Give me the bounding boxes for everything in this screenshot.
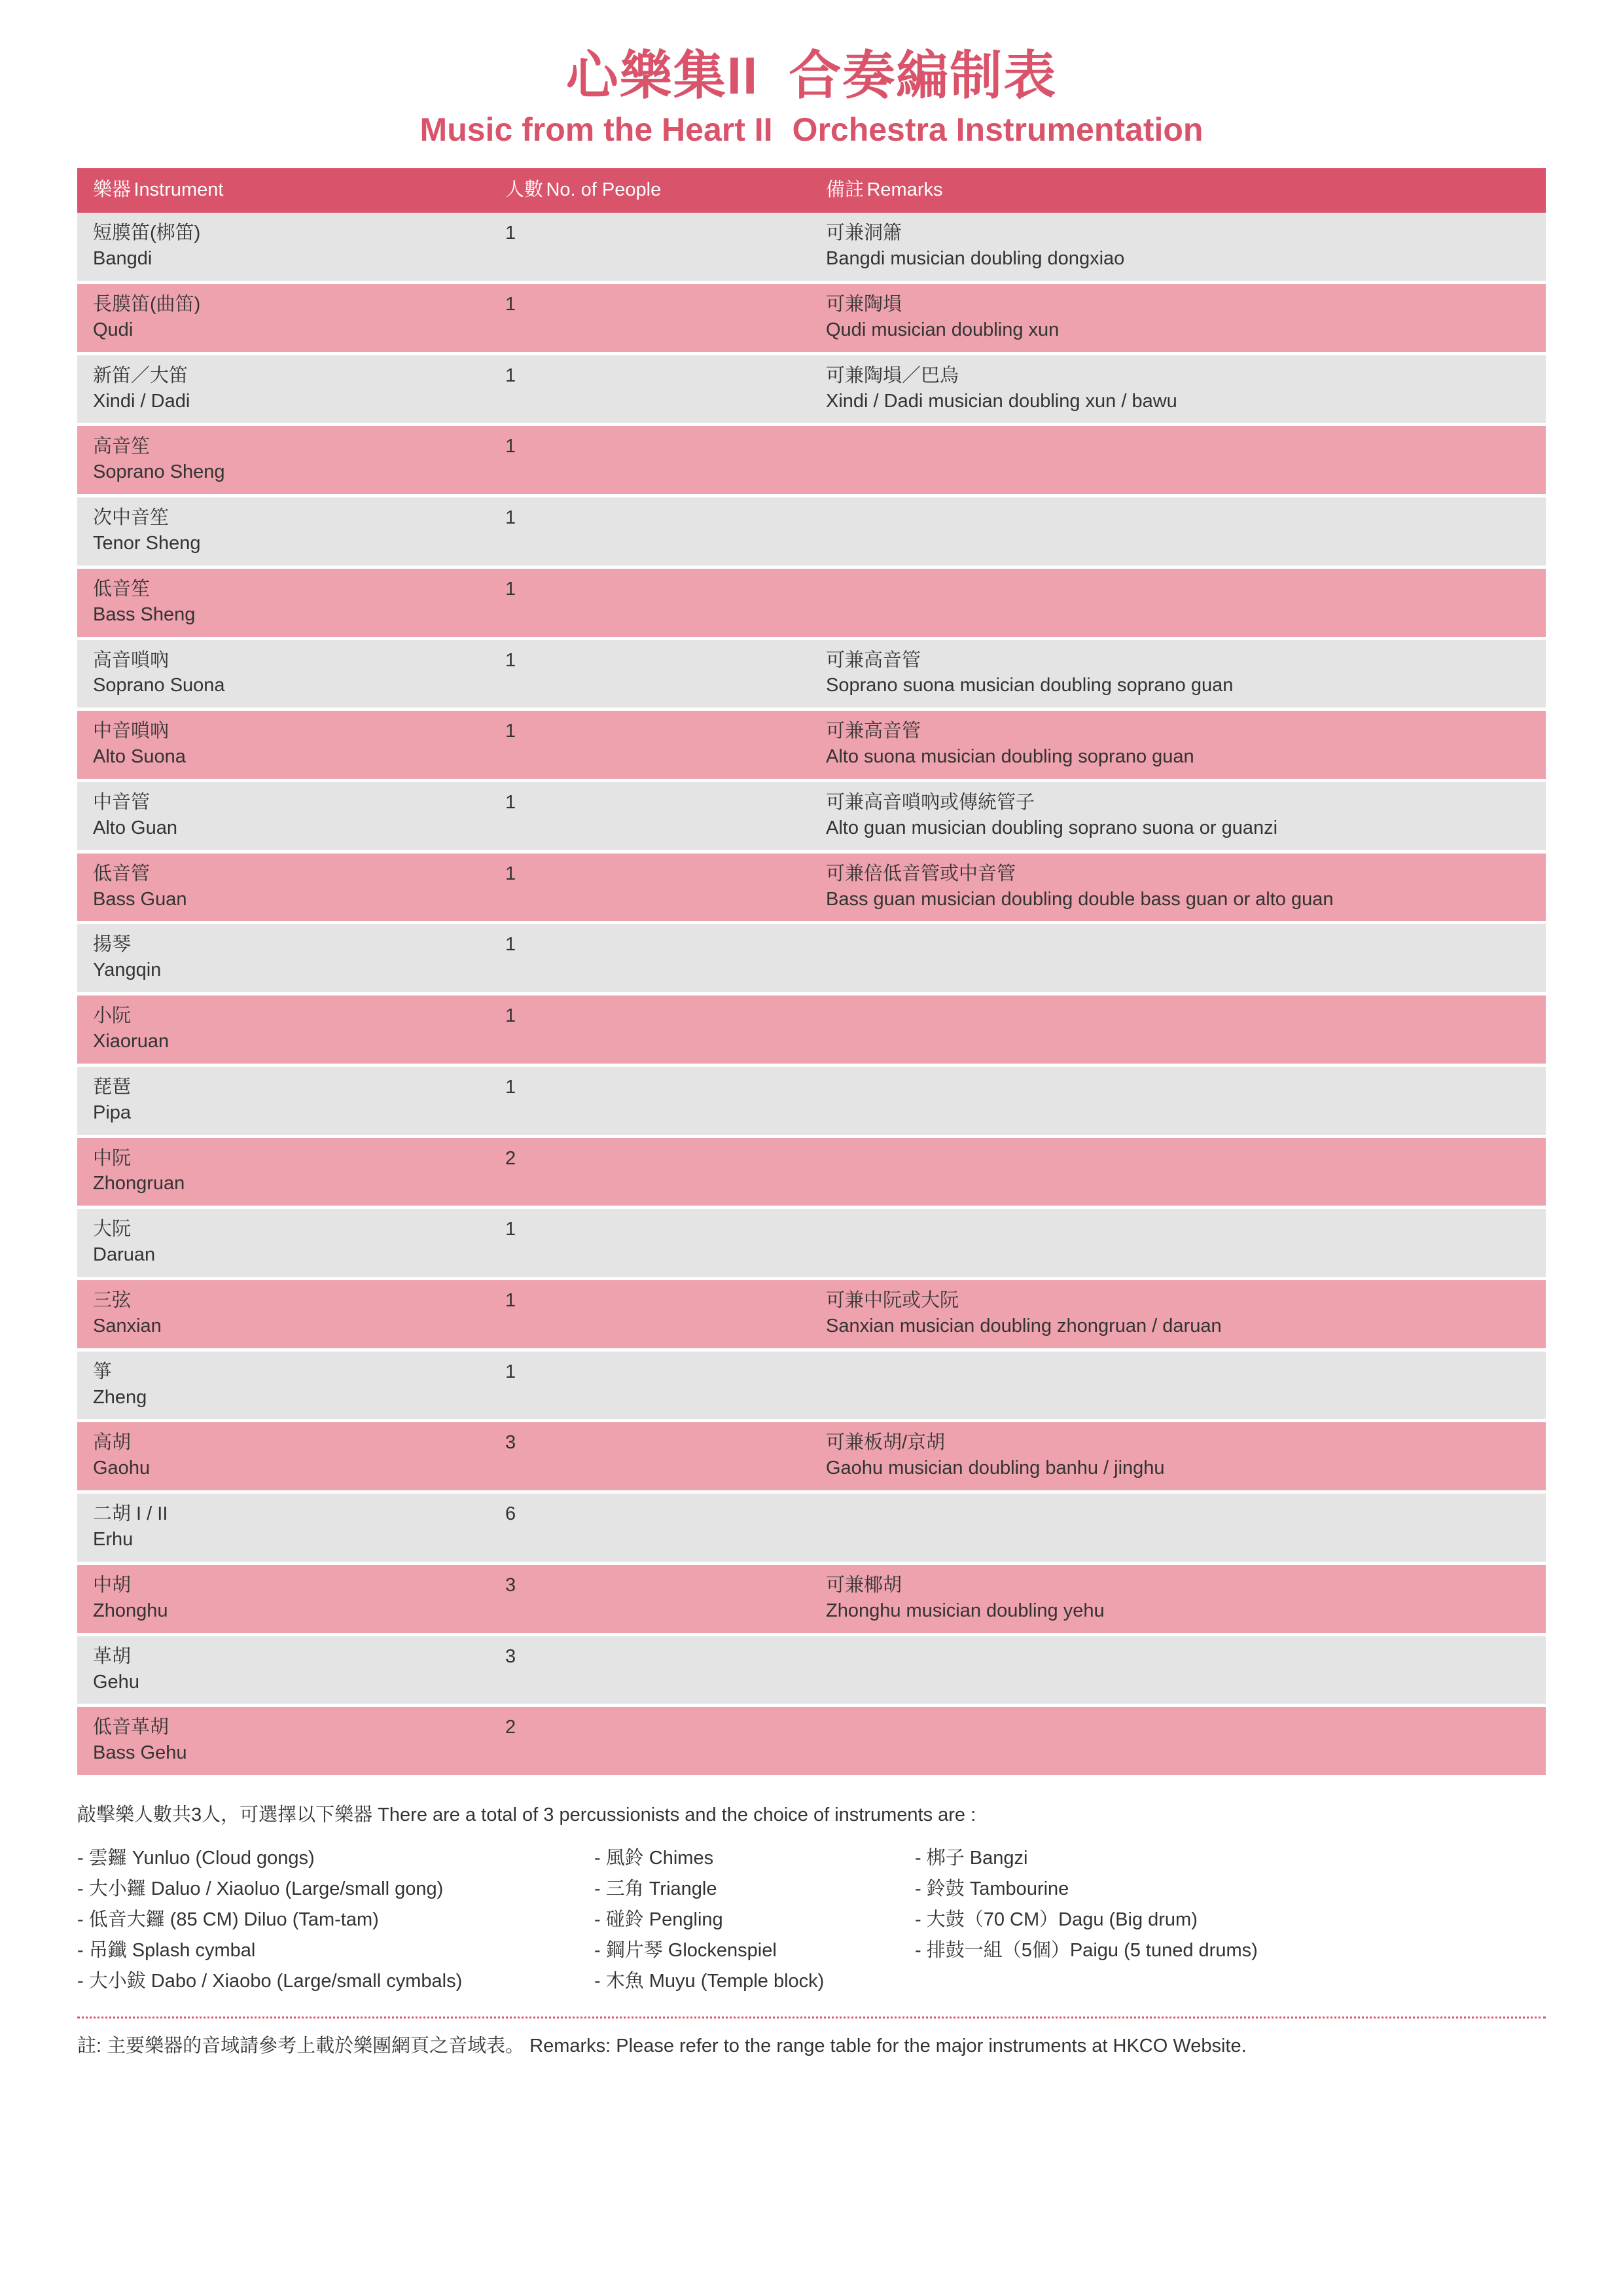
cell-count: 1 bbox=[490, 1065, 810, 1136]
cell-instrument bbox=[77, 282, 490, 353]
title-chinese-left: 心樂集 bbox=[565, 46, 727, 105]
remarks-cn: 可兼倍低音管或中音管 bbox=[826, 863, 1016, 884]
list-item: - 大鼓（70 CM）Dagu (Big drum) bbox=[915, 1909, 1198, 1930]
table-row bbox=[77, 1421, 1546, 1492]
column-header-instrument bbox=[77, 168, 490, 213]
instrument-name-en: Gehu bbox=[93, 1671, 139, 1693]
instrument-name-en: Zhongruan bbox=[93, 1173, 185, 1194]
instrument-name-en: Alto Suona bbox=[93, 746, 186, 768]
instrument-name-cn: 中阮 bbox=[93, 1147, 132, 1169]
remarks-en: Bangdi musician doubling dongxiao bbox=[826, 248, 1125, 270]
instrument-name-en: Soprano Sheng bbox=[93, 461, 225, 483]
table-row bbox=[77, 282, 1546, 353]
cell-instrument bbox=[77, 353, 490, 425]
column-header-count-cn: 人數 bbox=[505, 179, 544, 200]
instrument-name-en: Bass Gehu bbox=[93, 1742, 187, 1764]
remarks-en: Qudi musician doubling xun bbox=[826, 319, 1060, 340]
instrument-name-cn: 高胡 bbox=[93, 1432, 132, 1454]
instrument-name-cn: 高音笙 bbox=[93, 436, 151, 457]
cell-instrument bbox=[77, 213, 490, 282]
remarks-cn: 可兼高音嗩吶或傳統管子 bbox=[826, 792, 1035, 814]
table-row bbox=[77, 1279, 1546, 1350]
column-header-instrument-en: Instrument bbox=[134, 179, 224, 200]
column-header-remarks-cn: 備註 bbox=[826, 179, 865, 200]
instrument-name-cn: 中音嗩吶 bbox=[93, 721, 169, 742]
table-row bbox=[77, 213, 1546, 282]
instrument-name-cn: 中胡 bbox=[93, 1574, 132, 1596]
instrument-name-cn: 揚琴 bbox=[93, 934, 132, 956]
instrument-name-cn: 琵琶 bbox=[93, 1076, 132, 1098]
table-row bbox=[77, 1706, 1546, 1777]
cell-count: 1 bbox=[490, 425, 810, 496]
percussion-column-a bbox=[77, 1843, 594, 1997]
cell-count: 1 bbox=[490, 923, 810, 994]
cell-instrument bbox=[77, 709, 490, 781]
list-item: - 排鼓一組（5個）Paigu (5 tuned drums) bbox=[915, 1939, 1258, 1961]
cell-remarks bbox=[810, 353, 1546, 425]
cell-instrument bbox=[77, 1492, 490, 1564]
table-row bbox=[77, 1563, 1546, 1634]
instrument-name-en: Qudi bbox=[93, 319, 134, 340]
table-row bbox=[77, 1350, 1546, 1421]
list-item: - 木魚 Muyu (Temple block) bbox=[594, 1970, 825, 1992]
instrument-name-en: Zheng bbox=[93, 1386, 147, 1408]
cell-instrument bbox=[77, 1279, 490, 1350]
remarks-cn: 可兼中阮或大阮 bbox=[826, 1290, 959, 1312]
instrument-name-cn: 革胡 bbox=[93, 1645, 132, 1667]
footer-divider bbox=[77, 2017, 1546, 2018]
cell-remarks bbox=[810, 425, 1546, 496]
cell-instrument bbox=[77, 496, 490, 567]
cell-remarks bbox=[810, 1350, 1546, 1421]
cell-remarks bbox=[810, 1706, 1546, 1777]
instrument-name-cn: 二胡 I / II bbox=[93, 1503, 168, 1525]
instrument-name-en: Erhu bbox=[93, 1529, 134, 1551]
table-header-row bbox=[77, 168, 1546, 213]
cell-remarks bbox=[810, 1279, 1546, 1350]
instrument-name-en: Zhonghu bbox=[93, 1600, 168, 1621]
cell-remarks bbox=[810, 1492, 1546, 1564]
cell-instrument bbox=[77, 1065, 490, 1136]
list-item: - 梆子 Bangzi bbox=[915, 1847, 1028, 1869]
instrument-name-en: Sanxian bbox=[93, 1315, 162, 1336]
cell-instrument bbox=[77, 1350, 490, 1421]
cell-count: 1 bbox=[490, 1208, 810, 1279]
percussion-column-c bbox=[915, 1843, 1504, 1997]
column-header-remarks-en: Remarks bbox=[866, 179, 943, 200]
instrumentation-table bbox=[77, 168, 1546, 1778]
percussion-intro: 敲擊樂人數共3人，可選擇以下樂器 There are a total of 3 percussionists and the choice of instruments are : bbox=[77, 1804, 976, 1826]
cell-remarks bbox=[810, 282, 1546, 353]
cell-remarks bbox=[810, 852, 1546, 923]
instrument-name-cn: 低音笙 bbox=[93, 578, 151, 600]
list-item: - 大小鈸 Dabo / Xiaobo (Large/small cymbals) bbox=[77, 1970, 463, 1992]
remarks-cn: 可兼陶塤／巴烏 bbox=[826, 365, 959, 386]
cell-remarks bbox=[810, 638, 1546, 709]
cell-remarks bbox=[810, 709, 1546, 781]
cell-remarks bbox=[810, 1208, 1546, 1279]
instrument-name-cn: 箏 bbox=[93, 1361, 113, 1382]
list-item: - 碰鈴 Pengling bbox=[594, 1909, 723, 1930]
instrument-name-cn: 新笛／大笛 bbox=[93, 365, 188, 386]
title-chinese bbox=[77, 46, 1546, 106]
cell-remarks bbox=[810, 1563, 1546, 1634]
percussion-column-b bbox=[594, 1843, 915, 1997]
table-row bbox=[77, 994, 1546, 1066]
remarks-en: Xindi / Dadi musician doubling xun / bawu bbox=[826, 390, 1177, 412]
cell-count: 1 bbox=[490, 781, 810, 852]
instrument-name-en: Tenor Sheng bbox=[93, 533, 201, 554]
cell-count: 1 bbox=[490, 496, 810, 567]
column-header-count bbox=[490, 168, 810, 213]
cell-remarks bbox=[810, 496, 1546, 567]
instrument-name-en: Bass Sheng bbox=[93, 603, 196, 625]
instrument-name-en: Soprano Suona bbox=[93, 675, 225, 696]
cell-remarks bbox=[810, 1136, 1546, 1208]
column-header-count-en: No. of People bbox=[546, 179, 662, 200]
footer-note: 註: 主要樂器的音域請參考上載於樂團網頁之音域表。 Remarks: Please refer to the range table for the major instruments at HKCO Website. bbox=[77, 2035, 1247, 2056]
table-row bbox=[77, 353, 1546, 425]
cell-instrument bbox=[77, 852, 490, 923]
table-row bbox=[77, 923, 1546, 994]
instrument-name-cn: 長膜笛(曲笛) bbox=[93, 293, 201, 315]
instrument-name-cn: 高音嗩吶 bbox=[93, 649, 169, 671]
cell-count: 3 bbox=[490, 1634, 810, 1706]
table-row bbox=[77, 781, 1546, 852]
table-row bbox=[77, 1208, 1546, 1279]
cell-instrument bbox=[77, 1136, 490, 1208]
cell-count: 2 bbox=[490, 1706, 810, 1777]
cell-instrument bbox=[77, 1208, 490, 1279]
instrument-name-en: Pipa bbox=[93, 1102, 132, 1123]
cell-remarks bbox=[810, 1421, 1546, 1492]
instrument-name-en: Bangdi bbox=[93, 248, 152, 270]
cell-instrument bbox=[77, 781, 490, 852]
column-header-remarks bbox=[810, 168, 1546, 213]
column-header-instrument-cn: 樂器 bbox=[93, 179, 132, 200]
instrument-name-cn: 次中音笙 bbox=[93, 507, 169, 529]
remarks-en: Sanxian musician doubling zhongruan / daruan bbox=[826, 1315, 1222, 1336]
cell-count: 1 bbox=[490, 1279, 810, 1350]
instrument-name-en: Gaohu bbox=[93, 1458, 151, 1479]
instrument-name-cn: 低音革胡 bbox=[93, 1717, 169, 1738]
cell-count: 6 bbox=[490, 1492, 810, 1564]
cell-remarks bbox=[810, 923, 1546, 994]
table-row bbox=[77, 496, 1546, 567]
cell-instrument bbox=[77, 1634, 490, 1706]
cell-count: 1 bbox=[490, 709, 810, 781]
list-item: - 大小鑼 Daluo / Xiaoluo (Large/small gong) bbox=[77, 1878, 444, 1899]
instrument-name-cn: 小阮 bbox=[93, 1005, 132, 1027]
instrument-name-en: Bass Guan bbox=[93, 888, 187, 910]
cell-instrument bbox=[77, 425, 490, 496]
table-row bbox=[77, 1634, 1546, 1706]
cell-remarks bbox=[810, 994, 1546, 1066]
instrument-name-en: Xiaoruan bbox=[93, 1031, 169, 1052]
table-row bbox=[77, 425, 1546, 496]
cell-count: 1 bbox=[490, 1350, 810, 1421]
cell-instrument bbox=[77, 1421, 490, 1492]
remarks-cn: 可兼洞簫 bbox=[826, 223, 902, 244]
cell-instrument bbox=[77, 994, 490, 1066]
cell-remarks bbox=[810, 1634, 1546, 1706]
instrument-name-en: Yangqin bbox=[93, 960, 162, 981]
remarks-en: Zhonghu musician doubling yehu bbox=[826, 1600, 1105, 1621]
cell-count: 1 bbox=[490, 282, 810, 353]
cell-instrument bbox=[77, 1563, 490, 1634]
cell-count: 1 bbox=[490, 213, 810, 282]
cell-remarks bbox=[810, 1065, 1546, 1136]
table-row bbox=[77, 709, 1546, 781]
instrument-name-en: Daruan bbox=[93, 1244, 156, 1266]
cell-instrument bbox=[77, 638, 490, 709]
remarks-en: Alto suona musician doubling soprano guan bbox=[826, 746, 1194, 768]
table-row bbox=[77, 1492, 1546, 1564]
cell-count: 1 bbox=[490, 638, 810, 709]
cell-count: 2 bbox=[490, 1136, 810, 1208]
list-item: - 雲鑼 Yunluo (Cloud gongs) bbox=[77, 1847, 315, 1869]
remarks-cn: 可兼陶塤 bbox=[826, 293, 902, 315]
title-english bbox=[77, 109, 1546, 151]
remarks-en: Gaohu musician doubling banhu / jinghu bbox=[826, 1458, 1165, 1479]
remarks-en: Bass guan musician doubling double bass guan or alto guan bbox=[826, 888, 1334, 910]
instrument-name-cn: 大阮 bbox=[93, 1219, 132, 1240]
cell-instrument bbox=[77, 923, 490, 994]
table-row bbox=[77, 1136, 1546, 1208]
list-item: - 鈴鼓 Tambourine bbox=[915, 1878, 1069, 1899]
cell-instrument bbox=[77, 1706, 490, 1777]
remarks-en: Alto guan musician doubling soprano suona or guanzi bbox=[826, 817, 1278, 838]
cell-remarks bbox=[810, 781, 1546, 852]
cell-count: 3 bbox=[490, 1563, 810, 1634]
instrument-name-cn: 中音管 bbox=[93, 792, 151, 814]
cell-count: 1 bbox=[490, 353, 810, 425]
title-english-right: Orchestra Instrumentation bbox=[792, 111, 1204, 148]
list-item: - 鋼片琴 Glockenspiel bbox=[594, 1939, 777, 1961]
remarks-cn: 可兼高音管 bbox=[826, 649, 921, 671]
cell-instrument bbox=[77, 567, 490, 638]
list-item: - 吊鑯 Splash cymbal bbox=[77, 1939, 256, 1961]
remarks-en: Soprano suona musician doubling soprano guan bbox=[826, 675, 1234, 696]
list-item: - 低音大鑼 (85 CM) Diluo (Tam-tam) bbox=[77, 1909, 379, 1930]
cell-count: 3 bbox=[490, 1421, 810, 1492]
list-item: - 三角 Triangle bbox=[594, 1878, 717, 1899]
cell-remarks bbox=[810, 567, 1546, 638]
instrument-name-cn: 低音管 bbox=[93, 863, 151, 884]
percussion-section bbox=[77, 1802, 1546, 1996]
table-row bbox=[77, 852, 1546, 923]
cell-count: 1 bbox=[490, 994, 810, 1066]
table-row bbox=[77, 638, 1546, 709]
list-item: - 風鈴 Chimes bbox=[594, 1847, 714, 1869]
page-title bbox=[77, 46, 1546, 151]
remarks-cn: 可兼板胡/京胡 bbox=[826, 1432, 946, 1454]
instrument-name-en: Alto Guan bbox=[93, 817, 177, 838]
cell-remarks bbox=[810, 213, 1546, 282]
remarks-cn: 可兼椰胡 bbox=[826, 1574, 902, 1596]
instrument-name-cn: 三弦 bbox=[93, 1290, 132, 1312]
percussion-columns bbox=[77, 1843, 1546, 1997]
table-row bbox=[77, 1065, 1546, 1136]
cell-count: 1 bbox=[490, 852, 810, 923]
instrument-name-cn: 短膜笛(梆笛) bbox=[93, 223, 201, 244]
instrument-name-en: Xindi / Dadi bbox=[93, 390, 190, 412]
table-row bbox=[77, 567, 1546, 638]
remarks-cn: 可兼高音管 bbox=[826, 721, 921, 742]
cell-count: 1 bbox=[490, 567, 810, 638]
title-english-left: Music from the Heart II bbox=[419, 111, 773, 148]
title-chinese-numeral: II bbox=[726, 46, 759, 105]
title-chinese-right: 合奏編制表 bbox=[789, 46, 1058, 105]
